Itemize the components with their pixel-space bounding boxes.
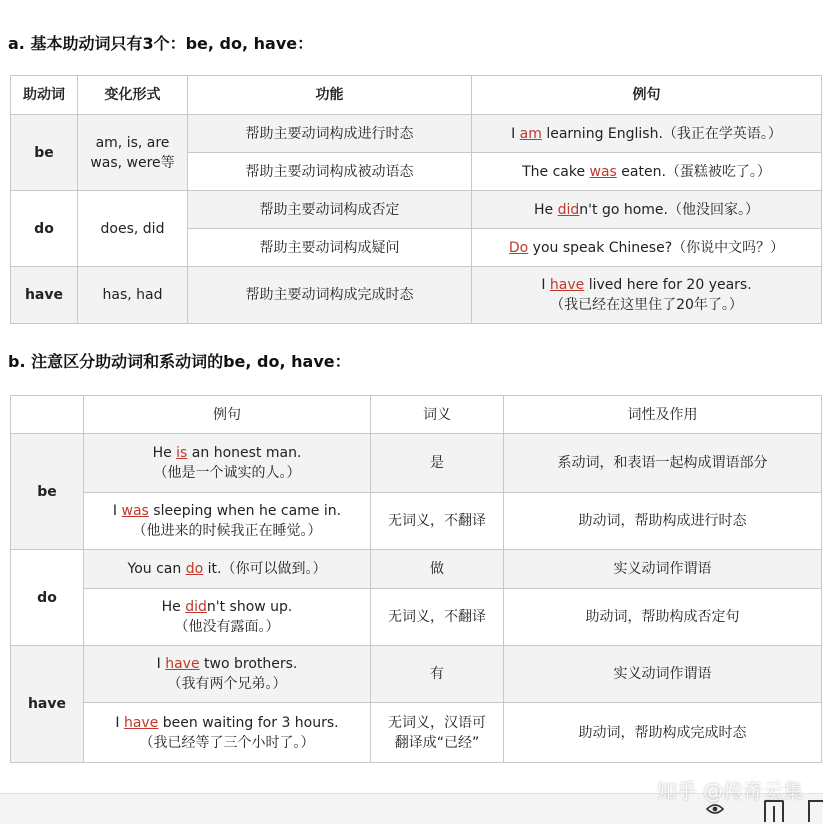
header-blank: [11, 396, 84, 434]
example-cell: [84, 646, 371, 703]
verb-cell-have: have: [11, 646, 84, 763]
example-cell: [472, 229, 822, 267]
example-text: learning English.（我正在学英语。）: [541, 125, 782, 142]
function-cell: 帮助主要动词构成进行时态: [188, 115, 472, 153]
example-cell: [472, 153, 822, 191]
role-cell: 系动词，和表语一起构成谓语部分: [504, 434, 822, 493]
forms-cell-have: has, had: [78, 267, 188, 324]
example-line: [88, 654, 366, 674]
forms-cell-be: [78, 115, 188, 191]
example-text: n't show up.: [206, 599, 293, 615]
example-text: lived here for 20 years.: [584, 277, 752, 293]
meaning-cell: 无词义，不翻译: [371, 589, 504, 646]
example-cell: [84, 589, 371, 646]
meaning-cell: 无词义，不翻译: [371, 493, 504, 550]
verb-cell-be: be: [11, 434, 84, 550]
example-cell: [84, 493, 371, 550]
header-auxiliary: 助动词: [11, 76, 78, 115]
verb-cell-be: be: [11, 115, 78, 191]
highlighted-word: is: [176, 445, 188, 461]
example-text: The cake: [522, 163, 590, 180]
highlighted-word: am: [519, 125, 542, 142]
example-text: I: [511, 125, 520, 142]
watermark: 知乎 @传奇云集: [656, 779, 803, 803]
table-row: [11, 550, 822, 589]
meaning-line: 翻译成“已经”: [394, 734, 480, 751]
highlighted-word: have: [549, 277, 585, 293]
example-text: He: [152, 445, 177, 461]
example-text: I: [112, 503, 122, 519]
meaning-cell: [371, 703, 504, 763]
role-cell: 实义动词作谓语: [504, 646, 822, 703]
highlighted-word: was: [589, 163, 617, 180]
example-translation: （我有两个兄弟。）: [167, 676, 287, 692]
example-text: you speak Chinese?（你说中文吗？）: [528, 239, 785, 256]
example-text: eaten.（蛋糕被吃了。）: [616, 163, 771, 180]
meaning-cell: 有: [371, 646, 504, 703]
header-forms: 变化形式: [78, 76, 188, 115]
highlighted-word: did: [557, 201, 580, 218]
highlighted-word: do: [185, 561, 204, 577]
role-cell: 实义动词作谓语: [504, 550, 822, 589]
highlighted-word: was: [121, 503, 149, 519]
table-basic-auxiliaries: [10, 75, 822, 324]
example-text: I: [115, 714, 124, 731]
heading-distinguish: b. 注意区分助动词和系动词的be, do, have：: [8, 352, 351, 371]
example-translation: （他是一个诚实的人。）: [153, 465, 301, 481]
table-row: [11, 493, 822, 550]
header-example: 例句: [472, 76, 822, 115]
example-text: sleeping when he came in.: [148, 503, 342, 519]
meaning-cell: 做: [371, 550, 504, 589]
function-cell: 帮助主要动词构成完成时态: [188, 267, 472, 324]
table-row: [11, 191, 822, 229]
example-text: He: [534, 201, 558, 218]
example-line: [88, 597, 366, 617]
example-line: [88, 501, 366, 521]
example-text: two brothers.: [199, 656, 298, 672]
example-text: I: [156, 656, 166, 672]
table-row: [11, 646, 822, 703]
example-translation: （他没有露面。）: [174, 619, 280, 635]
example-cell: [84, 703, 371, 763]
function-cell: 帮助主要动词构成否定: [188, 191, 472, 229]
forms-cell-do: does, did: [78, 191, 188, 267]
highlighted-word: have: [165, 656, 200, 672]
verb-cell-have: have: [11, 267, 78, 324]
highlighted-word: did: [185, 599, 207, 615]
table-row: [11, 115, 822, 153]
example-line: [88, 443, 366, 463]
example-text: n't go home.（他没回家。）: [579, 201, 759, 218]
example-text: I: [541, 277, 550, 293]
meaning-cell: 是: [371, 434, 504, 493]
example-text: been waiting for 3 hours.: [158, 714, 339, 731]
verb-cell-do: do: [11, 191, 78, 267]
table-distinguish: [10, 395, 822, 763]
example-line: [476, 275, 817, 295]
layout-icon[interactable]: [764, 800, 784, 822]
example-cell: [472, 267, 822, 324]
example-translation: （我已经等了三个小时了。）: [139, 734, 315, 751]
example-translation: （我已经在这里住了20年了。）: [550, 297, 743, 313]
example-translation: （他进来的时候我正在睡觉。）: [132, 523, 322, 539]
example-cell: [472, 115, 822, 153]
forms-line: was, were等: [90, 154, 175, 171]
highlighted-word: have: [123, 714, 159, 731]
example-text: You can: [127, 561, 186, 577]
role-cell: 助动词，帮助构成否定句: [504, 589, 822, 646]
function-cell: 帮助主要动词构成被动语态: [188, 153, 472, 191]
example-text: an honest man.: [187, 445, 302, 461]
eye-icon[interactable]: [706, 803, 724, 815]
table-row: [11, 589, 822, 646]
example-text: He: [161, 599, 186, 615]
header-example: 例句: [84, 396, 371, 434]
meaning-line: 无词义，汉语可: [388, 714, 486, 731]
forms-line: am, is, are: [95, 134, 170, 151]
heading-basic-auxiliaries: a. 基本助动词只有3个：be, do, have：: [8, 34, 314, 53]
more-icon[interactable]: [808, 800, 823, 822]
example-line: [88, 713, 366, 733]
role-cell: 助动词，帮助构成完成时态: [504, 703, 822, 763]
table-row: [11, 703, 822, 763]
header-meaning: 词义: [371, 396, 504, 434]
example-text: it.（你可以做到。）: [203, 561, 327, 577]
example-cell: [84, 434, 371, 493]
table-row: [11, 267, 822, 324]
function-cell: 帮助主要动词构成疑问: [188, 229, 472, 267]
role-cell: 助动词，帮助构成进行时态: [504, 493, 822, 550]
example-cell: [472, 191, 822, 229]
highlighted-word: Do: [508, 239, 529, 256]
example-cell: [84, 550, 371, 589]
table-row: [11, 434, 822, 493]
verb-cell-do: do: [11, 550, 84, 646]
header-role: 词性及作用: [504, 396, 822, 434]
header-function: 功能: [188, 76, 472, 115]
